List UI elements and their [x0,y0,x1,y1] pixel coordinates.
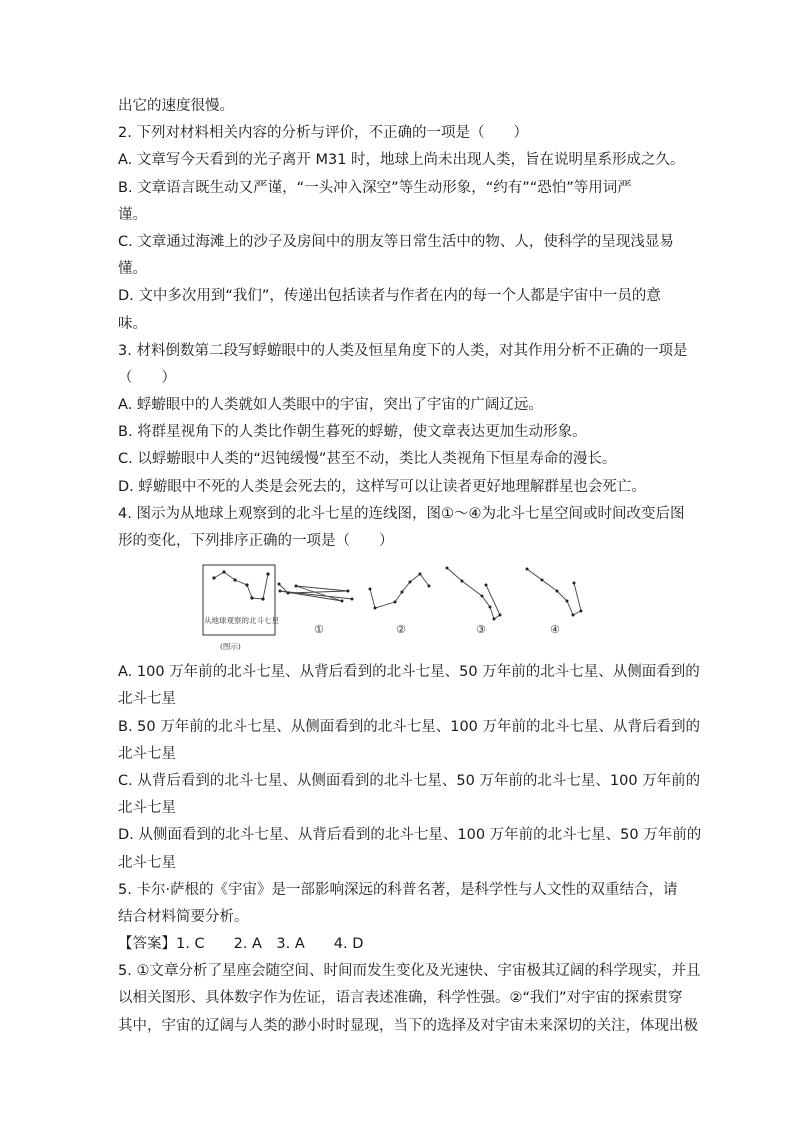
dipper-4-stars [526,568,583,617]
option-4c: C. 从背后看到的北斗七星、从侧面看到的北斗七星、50 万年前的北斗七星、100 万年前的 [118,772,701,789]
option-4b: B. 50 万年前的北斗七星、从侧面看到的北斗七星、100 万年前的北斗七星、从背后看到的 [118,718,701,735]
option-2a: A. 文章写今天看到的光子离开 M31 时，地球上尚未出现人类，旨在说明星系形成之久。 [118,152,685,169]
dipper-2-stars [369,573,431,610]
dipper-1-lines [279,584,352,601]
answer-5-line-3: 其中，宇宙的辽阔与人类的渺小时时显现，当下的选择及对宇宙未来深切的关注，体现出极 [118,1017,698,1034]
question-4-stem: 4. 图示为从地球上观察到的北斗七星的连线图，图①～④为北斗七星空间或时间改变后图 [118,505,685,522]
question-3-stem: 3. 材料倒数第二段写蜉蝣眼中的人类及恒星角度下的人类，对其作用分析不正确的一项是 [118,342,688,359]
reference-dipper-stars [212,571,269,601]
option-2c: C. 文章通过海滩上的沙子及房间中的朋友等日常生活中的物、人，使科学的呈现浅显易 [118,233,674,250]
option-3b: B. 将群星视角下的人类比作朝生暮死的蜉蝣，使文章表达更加生动形象。 [118,424,587,441]
text-block-bottom [118,659,702,1040]
big-dipper-diagram [200,561,620,655]
question-5-stem: 5. 卡尔·萨根的《宇宙》是一部影响深远的科普名著，是科学性与人文性的双重结合，请 [118,881,678,898]
option-4a: A. 100 万年前的北斗七星、从背后看到的北斗七星、50 万年前的北斗七星、从侧面看到的 [118,664,700,681]
reference-dipper-lines [214,572,268,599]
option-4b-cont: 北斗七星 [118,745,176,762]
figure-label-2: ② [396,623,406,637]
dipper-3-lines [447,568,500,619]
dipper-3-stars [446,567,502,621]
answer-key: 【答案】1. C 2. A 3. A 4. D [118,936,364,953]
text-block-top [118,93,686,555]
dipper-2-lines [370,574,429,608]
figure-label-3: ③ [476,623,486,637]
option-4a-cont: 北斗七星 [118,691,176,708]
dipper-4-lines [527,569,581,615]
option-4d-cont: 北斗七星 [118,854,176,871]
question-5-stem-cont: 结合材料简要分析。 [118,908,249,925]
reference-caption-label: (图示) [220,642,241,652]
option-2d: D. 文中多次用到“我们”，传递出包括读者与作者在内的每一个人都是宇宙中一员的意 [118,288,661,305]
option-2b: B. 文章语言既生动又严谨，“一头冲入深空”等生动形象，“约有”“恐怕”等用词严 [118,179,632,196]
option-4c-cont: 北斗七星 [118,800,176,817]
option-4d: D. 从侧面看到的北斗七星、从背后看到的北斗七星、100 万年前的北斗七星、50 万年前的 [118,827,702,844]
option-2c-cont: 懂。 [118,261,147,278]
figure-label-1: ① [314,623,324,637]
option-3d: D. 蜉蝣眼中不死的人类是会死去的，这样写可以让读者更好地理解群星也会死亡。 [118,478,646,495]
option-3a: A. 蜉蝣眼中的人类就如人类眼中的宇宙，突出了宇宙的广阔辽远。 [118,397,543,414]
question-4-stem-cont: 形的变化，下列排序正确的一项是（ ） [118,533,394,549]
answer-5-line-1: 5. ①文章分析了星座会随空间、时间而发生变化及光速快、宇宙极其辽阔的科学现实，并且 [118,963,701,980]
text-line: 出它的速度很慢。 [118,98,234,114]
big-dipper-figure [118,561,686,655]
reference-box-caption: 从地球观察的北斗七星 [204,616,279,626]
document-body [118,93,702,1040]
option-2d-cont: 味。 [118,315,147,332]
question-2-stem: 2. 下列对材料相关内容的分析与评价，不正确的一项是（ ） [118,125,528,142]
option-2b-cont: 谨。 [118,206,147,223]
question-3-stem-cont: （ ） [118,369,176,386]
answer-5-line-2: 以相关图形、具体数字作为佐证，语言表述准确，科学性强。②“我们”对宇宙的探索贯穿 [118,990,683,1007]
option-3c: C. 以蜉蝣眼中人类的“迟钝缓慢”甚至不动，类比人类视角下恒星寿命的漫长。 [118,451,617,468]
figure-label-4: ④ [550,623,560,637]
